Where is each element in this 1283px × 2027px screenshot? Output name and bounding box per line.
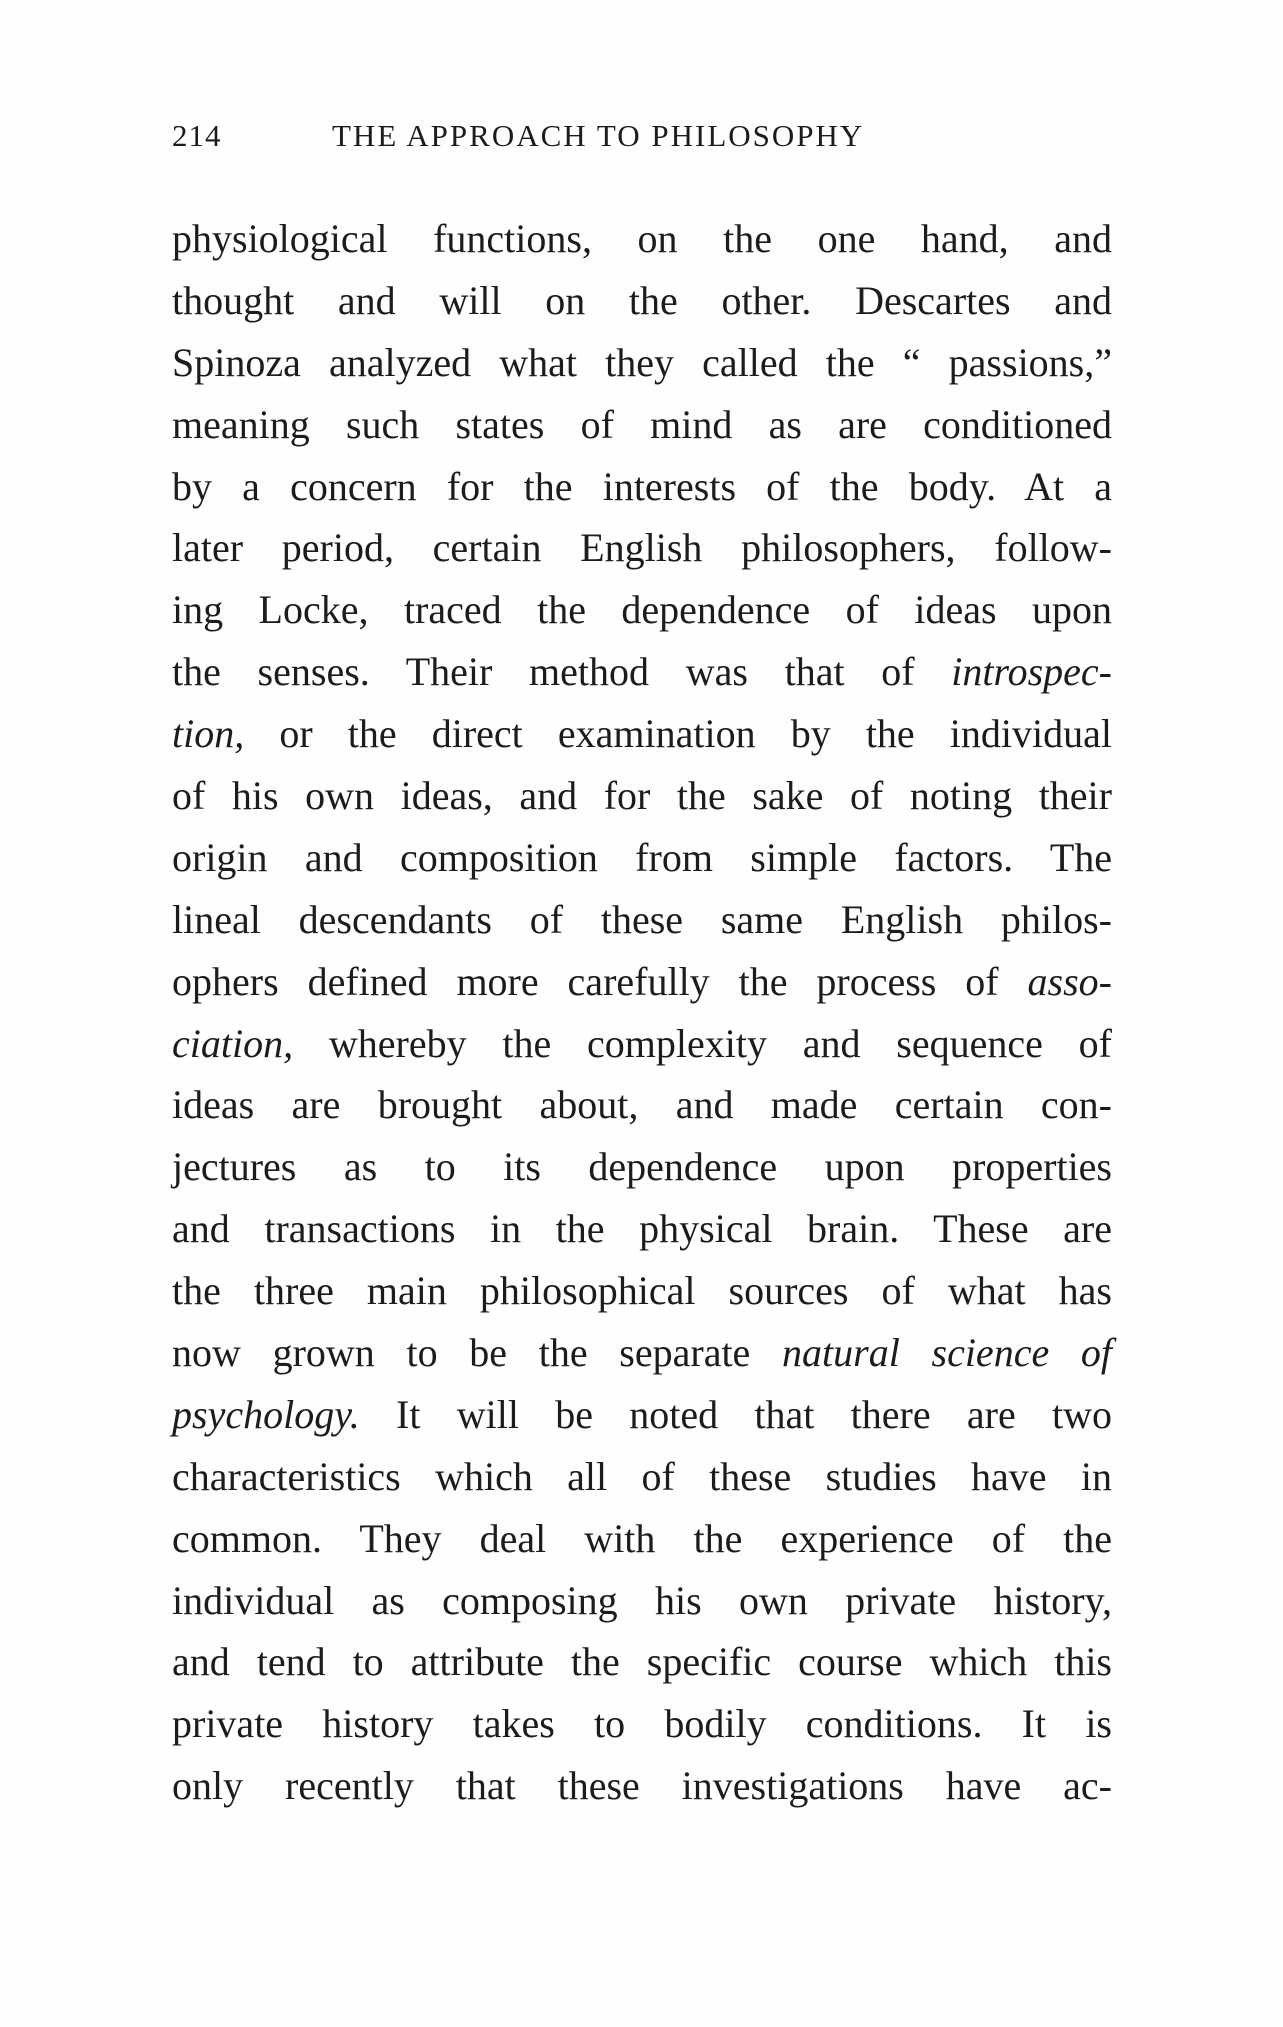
italic-term: introspec- — [951, 649, 1112, 695]
text-segment: now grown to be the separate — [172, 1330, 783, 1376]
text-line — [172, 765, 1112, 827]
text-line — [172, 1136, 1112, 1198]
text-line — [172, 1384, 1112, 1446]
text-line — [172, 1755, 1112, 1817]
text-segment: It will be noted that there are two — [359, 1391, 1112, 1437]
text-line — [172, 394, 1112, 456]
text-line — [172, 270, 1112, 332]
text-line — [172, 951, 1112, 1013]
text-segment: common. They deal with the experience of the — [172, 1515, 1112, 1561]
text-line — [172, 517, 1112, 579]
text-segment: the senses. Their method was that of — [172, 649, 952, 695]
body-text — [172, 208, 1112, 1817]
text-segment: or the direct examination by the individual — [244, 711, 1112, 757]
text-segment: private history takes to bodily conditions. It is — [172, 1701, 1112, 1747]
text-segment: ing Locke, traced the dependence of ideas upon — [172, 587, 1112, 633]
text-segment: whereby the complexity and sequence of — [293, 1020, 1112, 1066]
text-line — [172, 827, 1112, 889]
text-line — [172, 703, 1112, 765]
text-segment: the three main philosophical sources of what has — [172, 1268, 1112, 1314]
text-segment: physiological functions, on the one hand, and — [172, 216, 1112, 261]
text-line — [172, 1570, 1112, 1632]
text-segment: jectures as to its dependence upon properties — [172, 1144, 1112, 1190]
running-head — [172, 118, 1112, 158]
text-line — [172, 1693, 1112, 1755]
text-line — [172, 1631, 1112, 1693]
italic-term: natural science of — [782, 1330, 1113, 1376]
italic-term: asso- — [1027, 958, 1112, 1004]
text-segment: later period, certain English philosophers, follow- — [172, 525, 1112, 571]
text-segment: ophers defined more carefully the process of — [172, 958, 1028, 1004]
text-line — [172, 1260, 1112, 1322]
running-title: THE APPROACH TO PHILOSOPHY — [332, 118, 865, 153]
text-line — [172, 1198, 1112, 1260]
text-line — [172, 1074, 1112, 1136]
italic-term: ciation, — [172, 1020, 294, 1066]
text-segment: and tend to attribute the specific course which this — [172, 1639, 1112, 1685]
italic-term: psychology. — [172, 1391, 360, 1437]
text-line — [172, 889, 1112, 951]
italic-term: tion, — [172, 711, 245, 757]
text-segment: Spinoza analyzed what they called the “ passions,” — [172, 339, 1112, 385]
text-segment: characteristics which all of these studies have in — [172, 1453, 1112, 1499]
text-segment: meaning such states of mind as are conditioned — [172, 401, 1112, 447]
text-segment: by a concern for the interests of the body. At a — [172, 463, 1112, 509]
text-segment: only recently that these investigations have ac- — [172, 1763, 1112, 1809]
text-line — [172, 1446, 1112, 1508]
text-line — [172, 579, 1112, 641]
text-segment: and transactions in the physical brain. These are — [172, 1206, 1112, 1252]
page-number: 214 — [172, 118, 222, 153]
text-segment: origin and composition from simple factors. The — [172, 834, 1112, 880]
text-line — [172, 456, 1112, 518]
text-segment: thought and will on the other. Descartes and — [172, 277, 1112, 323]
text-segment: of his own ideas, and for the sake of noting their — [172, 773, 1112, 819]
text-line — [172, 1322, 1112, 1384]
text-line — [172, 641, 1112, 703]
text-segment: lineal descendants of these same English philos- — [172, 896, 1112, 942]
text-segment: individual as composing his own private history, — [172, 1577, 1112, 1623]
text-line — [172, 332, 1112, 394]
text-line — [172, 208, 1112, 270]
text-segment: ideas are brought about, and made certain con- — [172, 1082, 1112, 1128]
text-line — [172, 1013, 1112, 1075]
text-line — [172, 1508, 1112, 1570]
